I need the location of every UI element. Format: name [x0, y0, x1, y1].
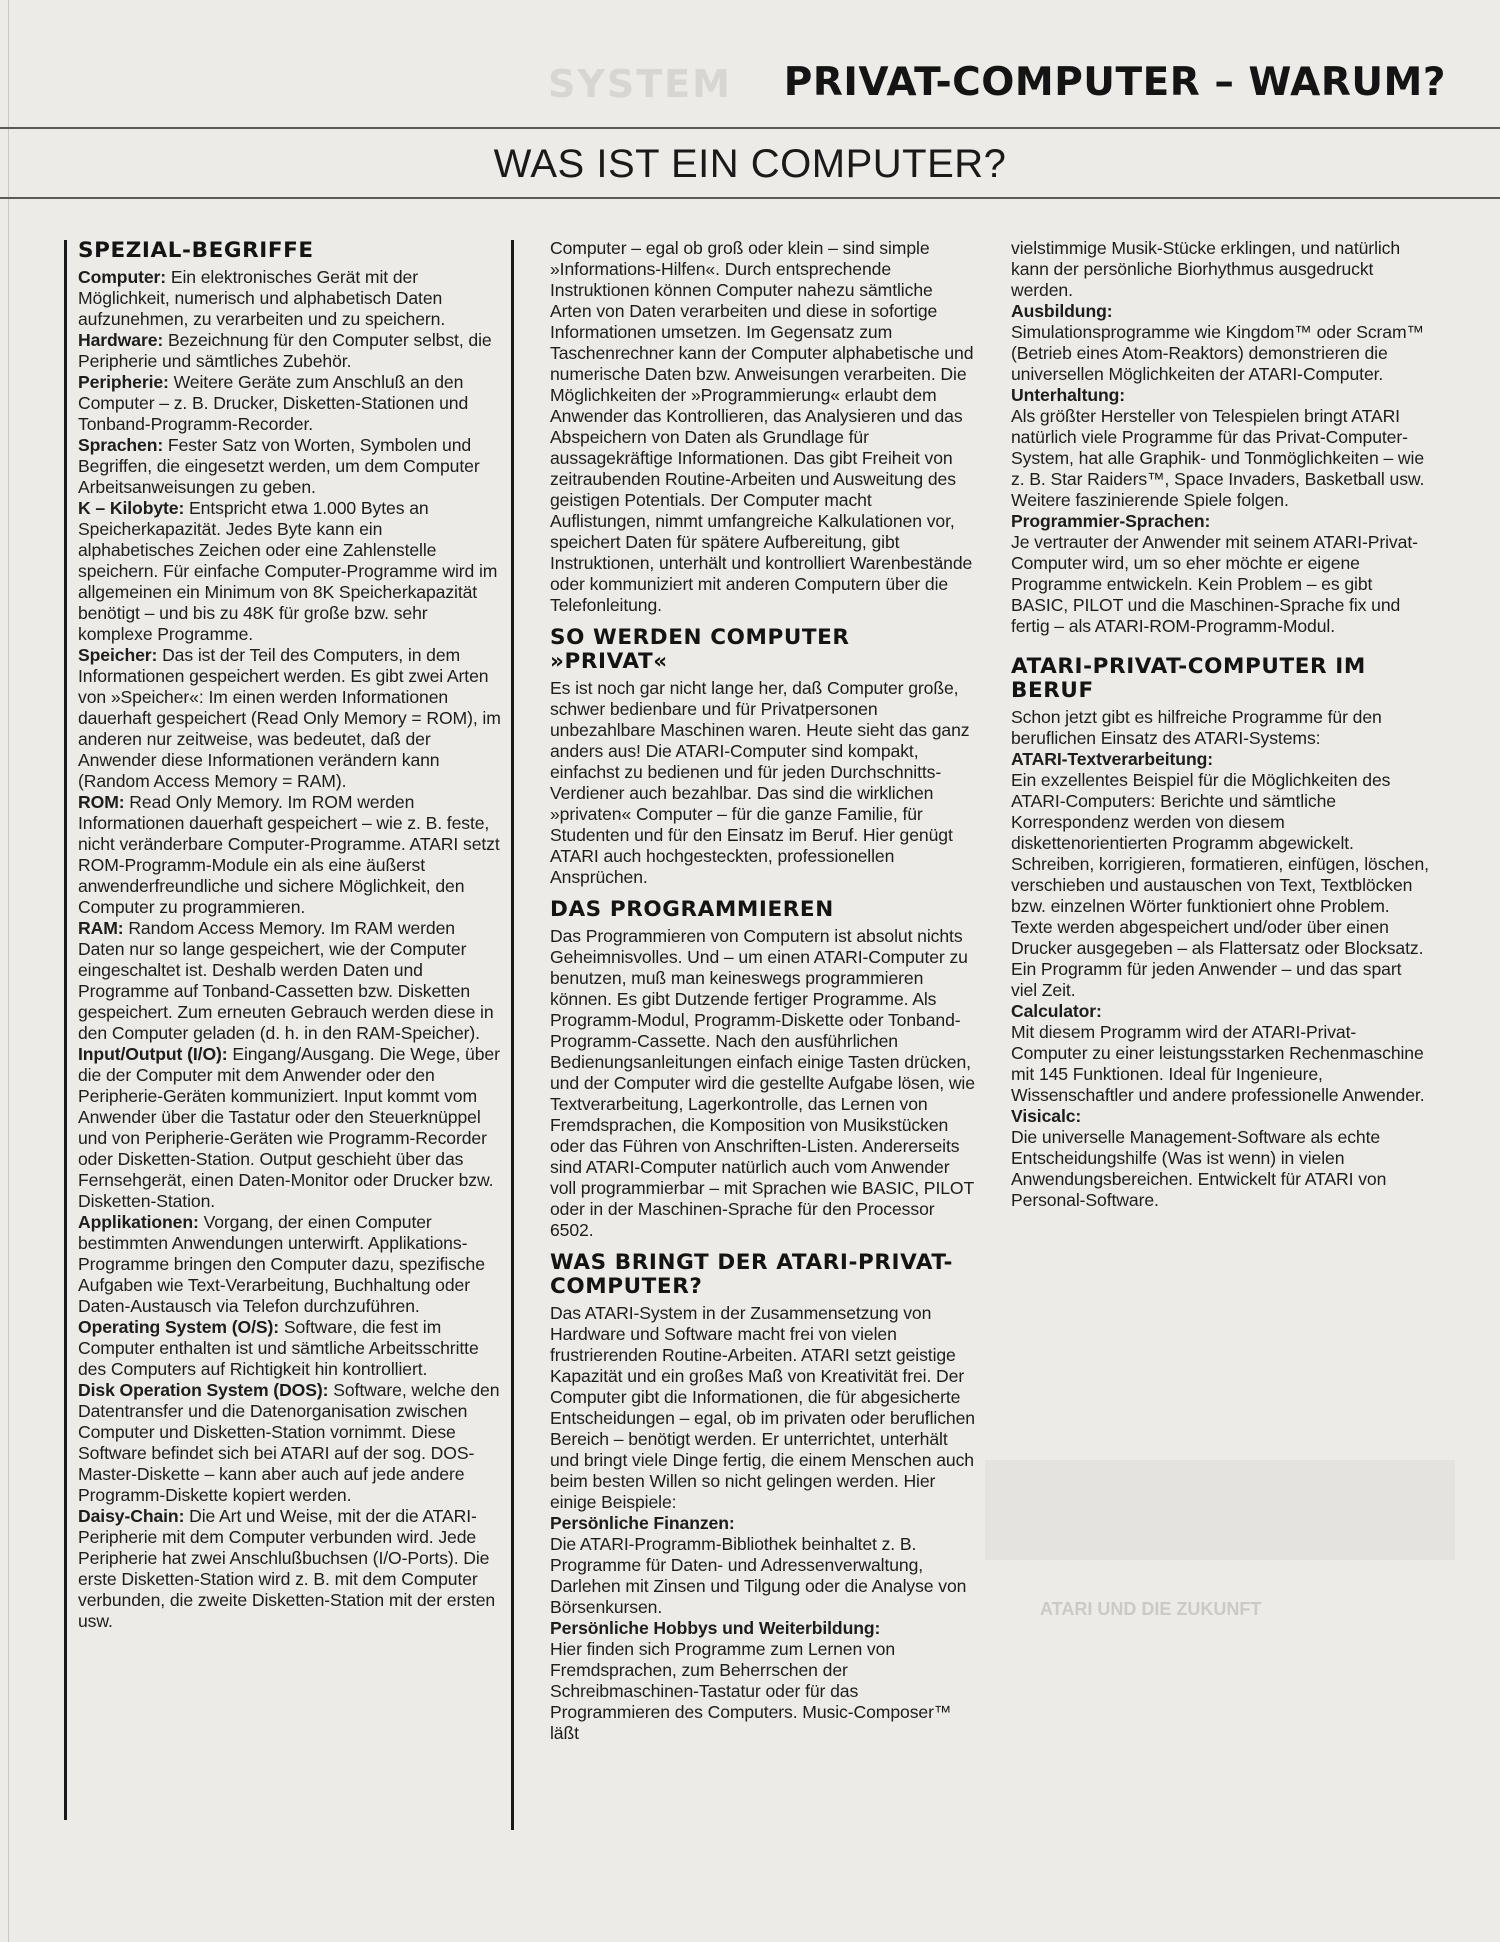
- sprachen-block: [1011, 511, 1431, 637]
- was-bringt-paragraph: Das ATARI-System in der Zusammensetzung von Hardware und Software macht frei von vielen frustrierenden Routine-Arbeiten. ATARI setzt geistige Kapazität und ein großes Maß von Kreativität frei. Der Computer gibt die Informationen, die für abgesicherte Entscheidungen – egal, ob im privaten oder beruflichen Bereich – benötigt werden. Er unterrichtet, unterhält und bringt viele Dinge fertig, die einem Menschen auch beim besten Willen so nicht gelingen werden. Hier einige Beispiele:: [550, 1303, 975, 1512]
- subheading-unterhaltung: Unterhaltung:: [1011, 385, 1126, 405]
- glossary-list: [78, 267, 503, 1632]
- page-binding-edge: [8, 0, 9, 1942]
- glossary-definition: Ein elektronisches Gerät mit der Möglichkeit, numerisch und alphabetisch Daten aufzunehmen, zu verarbeiten und zu speichern.: [78, 267, 446, 329]
- glossary-entry: [78, 1212, 503, 1317]
- beruf-paragraph: Schon jetzt gibt es hilfreiche Programme für den beruflichen Einsatz des ATARI-Systems:: [1011, 707, 1382, 748]
- glossary-definition: Eingang/Ausgang. Die Wege, über die der Computer mit dem Anwender oder den Peripherie-Geräten kommuniziert. Input kommt vom Anwender über die Tastatur oder den Steuerknüppel und von Peripherie-Geräten wie Programm-Recorder oder Disketten-Station. Output geschieht über das Fernsehgerät, einen Daten-Monitor oder Drucker bzw. Disketten-Station.: [78, 1044, 500, 1211]
- glossary-entry: [78, 918, 503, 1044]
- glossary-term: Input/Output (I/O):: [78, 1044, 228, 1064]
- glossary-definition: Random Access Memory. Im RAM werden Daten nur so lange gespeichert, wie der Computer eingeschaltet ist. Deshalb werden Daten und Programme auf Tonband-Cassetten bzw. Disketten gespeichert. Zum erneuten Gebrauch werden diese in den Computer geladen (d. h. in den RAM-Speicher).: [78, 918, 494, 1043]
- glossary-entry: [78, 435, 503, 498]
- glossary-definition: Software, welche den Datentransfer und die Datenorganisation zwischen Computer und Disketten-Station vornimmt. Diese Software befindet sich bei ATARI auf der sog. DOS-Master-Diskette – kann aber auch auf jede andere Programm-Diskette kopiert werden.: [78, 1380, 500, 1505]
- bleed-through-text: [1040, 1600, 1440, 1900]
- subheading-ausbildung: Ausbildung:: [1011, 301, 1113, 321]
- page-title: PRIVAT-COMPUTER – WARUM?: [783, 60, 1446, 105]
- hobbys-block: [550, 1618, 975, 1744]
- subheading-textverarbeitung: ATARI-Textverarbeitung:: [1011, 749, 1213, 769]
- calculator-paragraph: Mit diesem Programm wird der ATARI-Privat-Computer zu einer leistungsstarken Rechenmaschine mit 145 Funktionen. Ideal für Ingenieure, Wissenschaftler und andere professionelle Anwender.: [1011, 1022, 1425, 1105]
- section-heading-spezial-begriffe: SPEZIAL-BEGRIFFE: [78, 238, 314, 263]
- glossary-entry: [78, 1317, 503, 1380]
- header-rule-top: [0, 127, 1500, 129]
- section-heading-was-bringt: WAS BRINGT DER ATARI-PRIVAT-COMPUTER?: [550, 1250, 954, 1299]
- column-glossary: [78, 235, 503, 1835]
- glossary-entry: [78, 1044, 503, 1212]
- glossary-term: Sprachen:: [78, 435, 164, 455]
- glossary-entry: [78, 498, 503, 645]
- continued-paragraph: vielstimmige Musik-Stücke erklingen, und natürlich kann der persönliche Biorhythmus ausgedruckt werden.: [1011, 238, 1401, 300]
- glossary-definition: Read Only Memory. Im ROM werden Informationen dauerhaft gespeichert – wie z. B. feste, nicht veränderbare Computer-Programme. ATARI setzt ROM-Programm-Module ein als eine äußerst anwenderfreundliche und sichere Möglichkeit, den Computer zu programmieren.: [78, 792, 500, 917]
- glossary-entry: [78, 267, 503, 330]
- programmieren-paragraph: Das Programmieren von Computern ist absolut nichts Geheimnisvolles. Und – um einen ATARI-Computer zu benutzen, muß man keineswegs programmieren können. Es gibt Dutzende fertiger Programme. Als Programm-Modul, Programm-Diskette oder Tonband-Programm-Cassette. Nach den ausführlichen Bedienungsanleitungen einfach einige Tasten drücken, und der Computer wird die gestellte Aufgabe lösen, wie Textverarbeitung, Lagerkontrolle, das Lernen von Fremdsprachen, die Komposition von Musikstücken oder das Führen von Anschriften-Listen. Andererseits sind ATARI-Computer natürlich auch vom Anwender voll programmierbar – mit Sprachen wie BASIC, PILOT oder in der Maschinen-Sprache für den Processor 6502.: [550, 926, 975, 1240]
- glossary-entry: [78, 792, 503, 918]
- glossary-entry: [78, 372, 503, 435]
- textverarbeitung-block: [1011, 749, 1431, 1001]
- section-heading-programmieren: DAS PROGRAMMIEREN: [550, 897, 834, 922]
- bleed-through-heading-bottom: ATARI UND DIE ZUKUNFT: [1040, 1600, 1262, 1619]
- glossary-definition: Die Art und Weise, mit der die ATARI-Peripherie mit dem Computer verbunden wird. Jede Peripherie hat zwei Anschlußbuchsen (I/O-Ports). Die erste Disketten-Station wird z. B. mit dem Computer verbunden, die zweite Disketten-Station mit der ersten usw.: [78, 1506, 496, 1631]
- textverarbeitung-paragraph: Ein exzellentes Beispiel für die Möglichkeiten des ATARI-Computers: Berichte und sämtliche Korrespondenz werden von diesem diskettenorientierten Programm abgewickelt. Schreiben, korrigieren, formatieren, einfügen, löschen, verschieben und austauschen von Text, Textblöcken bzw. einzelnen Wörter funktioniert ohne Problem. Texte werden abgespeichert und/oder über einen Drucker ausgegeben – als Flattersatz oder Blocksatz. Ein Programm für jeden Anwender – und das spart viel Zeit.: [1011, 770, 1429, 1000]
- finanzen-paragraph: Die ATARI-Programm-Bibliothek beinhaltet z. B. Programme für Daten- und Adressenverwaltung, Darlehen mit Zinsen und Tilgung oder die Analyse von Börsenkursen.: [550, 1534, 967, 1617]
- calculator-block: [1011, 1001, 1431, 1106]
- subheading-finanzen: Persönliche Finanzen:: [550, 1513, 735, 1533]
- bleed-through-box: [985, 1460, 1455, 1560]
- bleed-through-heading: SYSTEM: [548, 62, 732, 106]
- glossary-definition: Entspricht etwa 1.000 Bytes an Speicherkapazität. Jedes Byte kann ein alphabetisches Zeichen oder eine Zahlenstelle speichern. Für einfache Computer-Programme wird im allgemeinen ein Minimum von 8K Speicherkapazität benötigt – und bis zu 48K für große bzw. sehr komplexe Programme.: [78, 498, 498, 644]
- section-heading-privat: SO WERDEN COMPUTER »PRIVAT«: [550, 625, 850, 674]
- glossary-term: Disk Operation System (DOS):: [78, 1380, 329, 1400]
- subheading-programmier-sprachen: Programmier-Sprachen:: [1011, 511, 1211, 531]
- glossary-term: ROM:: [78, 792, 125, 812]
- glossary-definition: Bezeichnung für den Computer selbst, die Peripherie und sämtliches Zubehör.: [78, 330, 492, 371]
- glossary-definition: Weitere Geräte zum Anschluß an den Computer – z. B. Drucker, Disketten-Stationen und Tonband-Programm-Recorder.: [78, 372, 469, 434]
- subheading-visicalc: Visicalc:: [1011, 1106, 1082, 1126]
- subheading-hobbys: Persönliche Hobbys und Weiterbildung:: [550, 1618, 881, 1638]
- glossary-entry: [78, 1506, 503, 1632]
- page-subtitle: WAS IST EIN COMPUTER?: [493, 142, 1007, 186]
- glossary-definition: Fester Satz von Worten, Symbolen und Begriffen, die eingesetzt werden, um dem Computer Arbeitsanweisungen zu geben.: [78, 435, 480, 497]
- unterhaltung-block: [1011, 385, 1431, 511]
- column-right: [1011, 238, 1431, 1338]
- glossary-term: Applikationen:: [78, 1212, 199, 1232]
- glossary-entry: [78, 1380, 503, 1506]
- column-rule-middle: [511, 240, 514, 1830]
- glossary-term: Hardware:: [78, 330, 164, 350]
- glossary-definition: Vorgang, der einen Computer bestimmten Anwendungen unterwirft. Applikations-Programme bringen den Computer dazu, spezifische Aufgaben wie Text-Verarbeitung, Buchhaltung oder Daten-Austausch via Telefon durchzuführen.: [78, 1212, 485, 1316]
- glossary-term: Daisy-Chain:: [78, 1506, 185, 1526]
- glossary-entry: [78, 645, 503, 792]
- glossary-definition: Das ist der Teil des Computers, in dem Informationen gespeichert werden. Es gibt zwei Arten von »Speicher«: Im einen werden Informationen dauerhaft gespeichert (Read Only Memory = ROM), im anderen nur zeitweise, was bedeutet, daß der Anwender diese Informationen verändern kann (Random Access Memory = RAM).: [78, 645, 501, 791]
- finanzen-block: [550, 1513, 975, 1618]
- unterhaltung-paragraph: Als größter Hersteller von Telespielen bringt ATARI natürlich viele Programme für das Privat-Computer-System, hat alle Graphik- und Tonmöglichkeiten – wie z. B. Star Raiders™, Space Invaders, Basketball usw. Weitere faszinierende Spiele folgen.: [1011, 406, 1425, 510]
- visicalc-paragraph: Die universelle Management-Software als echte Entscheidungshilfe (Was ist wenn) in vielen Anwendungsbereichen. Entwickelt für ATARI von Personal-Software.: [1011, 1127, 1387, 1210]
- ausbildung-block: [1011, 301, 1431, 385]
- privat-paragraph: Es ist noch gar nicht lange her, daß Computer große, schwer bedienbare und für Privatpersonen unbezahlbare Maschinen waren. Heute sieht das ganz anders aus! Die ATARI-Computer sind kompakt, einfachst zu bedienen und für jeden Durchschnitts-Verdiener auch bezahlbar. Das sind die wirklichen »privaten« Computer – für die ganze Familie, für Studenten und für den Einsatz im Beruf. Hier genügt ATARI auch hochgesteckten, professionellen Ansprüchen.: [550, 678, 970, 887]
- glossary-definition: Software, die fest im Computer enthalten ist und sämtliche Arbeitsschritte des Computers auf Richtigkeit hin kontrolliert.: [78, 1317, 479, 1379]
- sprachen-paragraph: Je vertrauter der Anwender mit seinem ATARI-Privat-Computer wird, um so eher möchte er eigene Programme entwickeln. Kein Problem – es gibt BASIC, PILOT und die Maschinen-Sprache fix und fertig – als ATARI-ROM-Programm-Modul.: [1011, 532, 1418, 636]
- glossary-term: Speicher:: [78, 645, 158, 665]
- glossary-term: RAM:: [78, 918, 124, 938]
- section-heading-im-beruf: ATARI-PRIVAT-COMPUTER IM BERUF: [1011, 654, 1366, 703]
- glossary-entry: [78, 330, 503, 372]
- intro-paragraph: Computer – egal ob groß oder klein – sind simple »Informations-Hilfen«. Durch entsprechende Instruktionen können Computer nahezu sämtliche Arten von Daten verarbeiten und diese in sofortige Informationen umsetzen. Im Gegensatz zum Taschenrechner kann der Computer alphabetische und numerische Daten bzw. Anweisungen verarbeiten. Die Möglichkeiten der »Programmierung« erlaubt dem Anwender das Kontrollieren, das Analysieren und das Abspeichern von Daten als Grundlage für aussagekräftige Informationen. Das gibt Freiheit von zeitraubenden Routine-Arbeiten und Ausweitung des geistigen Potentials. Der Computer macht Auflistungen, nimmt umfangreiche Kalkulationen vor, speichert Daten für spätere Aufbereitung, gibt Instruktionen, unterhält und kontrolliert Warenbestände oder kommuniziert mit anderen Computern über die Telefonleitung.: [550, 238, 974, 615]
- glossary-term: K – Kilobyte:: [78, 498, 185, 518]
- glossary-term: Computer:: [78, 267, 167, 287]
- column-middle: [550, 238, 975, 1918]
- subheading-calculator: Calculator:: [1011, 1001, 1102, 1021]
- glossary-term: Peripherie:: [78, 372, 169, 392]
- column-rule-left: [64, 240, 67, 1820]
- ausbildung-paragraph: Simulationsprogramme wie Kingdom™ oder Scram™ (Betrieb eines Atom-Reaktors) demonstrieren die universellen Möglichkeiten der ATARI-Computer.: [1011, 322, 1425, 384]
- hobbys-paragraph: Hier finden sich Programme zum Lernen von Fremdsprachen, zum Beherrschen der Schreibmaschinen-Tastatur oder für das Programmieren des Computers. Music-Composer™ läßt: [550, 1639, 952, 1743]
- visicalc-block: [1011, 1106, 1431, 1211]
- glossary-term: Operating System (O/S):: [78, 1317, 280, 1337]
- header-rule-bottom: [0, 197, 1500, 199]
